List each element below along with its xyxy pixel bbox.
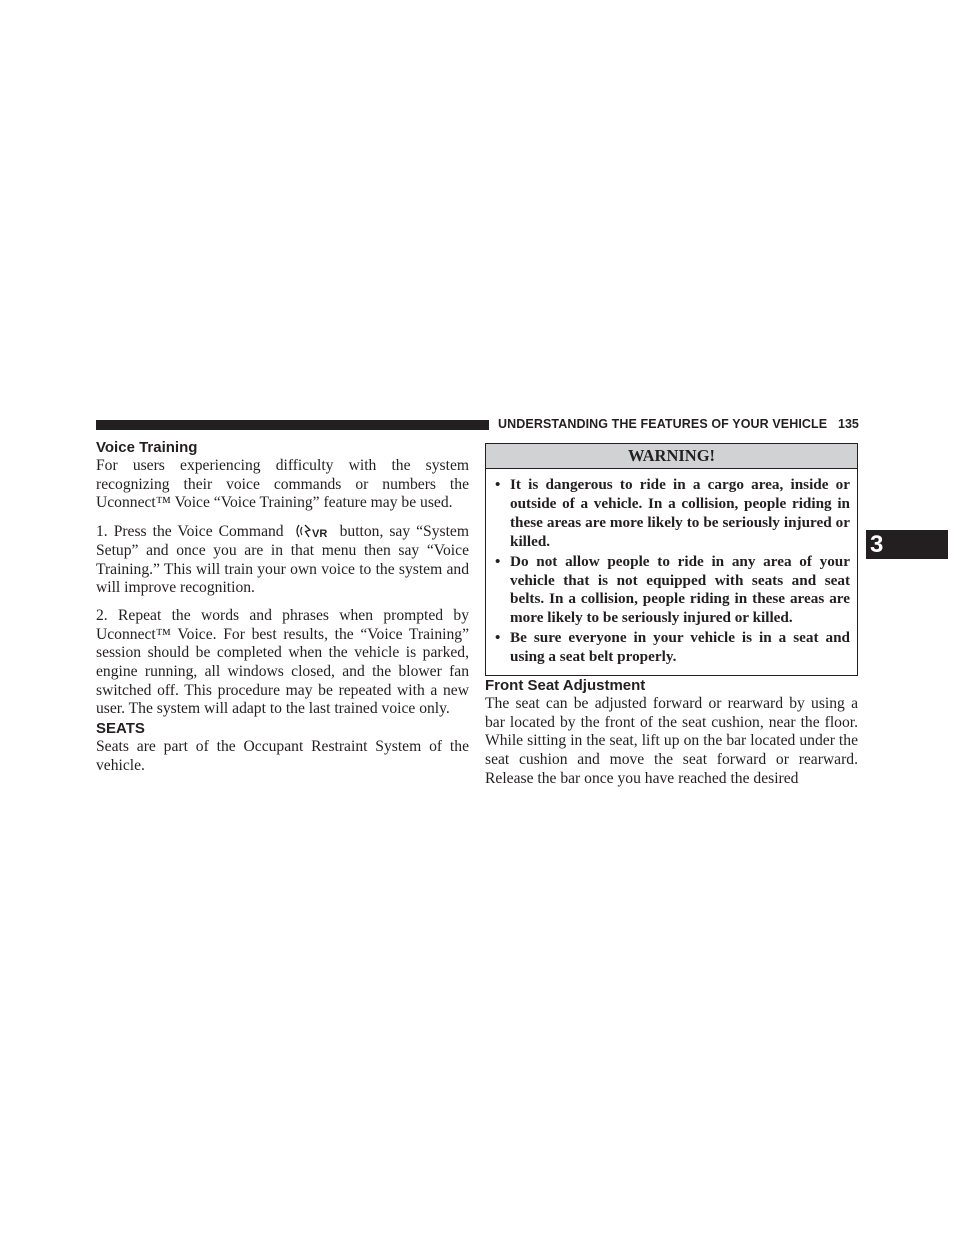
- warning-list: [486, 469, 857, 675]
- voice-command-vr-icon: [292, 522, 332, 540]
- voice-training-heading: Voice Training: [96, 439, 198, 456]
- warning-item-text: Be sure everyone in your vehicle is in a seat and using a seat belt properly.: [510, 629, 850, 666]
- front-seat-adjustment-heading: Front Seat Adjustment: [485, 677, 646, 695]
- warning-title: WARNING!: [486, 444, 857, 469]
- voice-training-step-1: [96, 522, 469, 598]
- chapter-tab: 3: [866, 530, 948, 559]
- step-1-text-end: button, say “System Setup” and once you are in that menu then say “Voice Training.” This will train your own voice to the system and will improve recognition.: [96, 523, 469, 597]
- warning-item: [493, 476, 850, 552]
- warning-item: [493, 553, 850, 629]
- vr-icon-label: VR: [311, 528, 327, 541]
- warning-item-text: Do not allow people to ride in any area of your vehicle that is not equipped with seats and seat belts. In a collision, people riding in these areas are more likely to be seriously injured or killed.: [510, 552, 850, 627]
- voice-training-step-2: 2. Repeat the words and phrases when prompted by Uconnect™ Voice. For best results, the “Voice Training” session should be completed when the vehicle is parked, engine running, all windows closed, and the blower fan switched off. This procedure may be repeated with a new user. The system will adapt to the last trained voice only.: [96, 606, 469, 718]
- right-column: [485, 443, 858, 789]
- seats-text: Seats are part of the Occupant Restraint System of the vehicle.: [96, 738, 469, 774]
- seats-heading: SEATS: [96, 720, 145, 738]
- page-number: 135: [838, 417, 859, 431]
- warning-item: [493, 629, 850, 667]
- warning-box: [485, 443, 858, 676]
- left-column: [96, 438, 469, 776]
- bullet-icon: •: [495, 552, 501, 570]
- bullet-icon: •: [495, 476, 501, 493]
- warning-item-text: It is dangerous to ride in a cargo area, inside or outside of a vehicle. In a collision, people riding in these areas are more likely to be seriously injured or killed.: [510, 476, 850, 550]
- header-rule-bar: [96, 420, 489, 430]
- voice-training-intro: For users experiencing difficulty with the system recognizing their voice commands or numbers the Uconnect™ Voice “Voice Training” feature may be used.: [96, 457, 469, 512]
- step-1-text-start: 1. Press the Voice Command: [96, 523, 284, 541]
- bullet-icon: •: [495, 629, 501, 647]
- front-seat-adjustment-text: The seat can be adjusted forward or rearward by using a bar located by the front of the seat cushion, near the floor. While sitting in the seat, lift up on the bar located under the seat cushion and move the seat forward or rearward. Release the bar once you have reached the desired: [485, 695, 858, 787]
- running-header-title: UNDERSTANDING THE FEATURES OF YOUR VEHICLE: [498, 417, 828, 431]
